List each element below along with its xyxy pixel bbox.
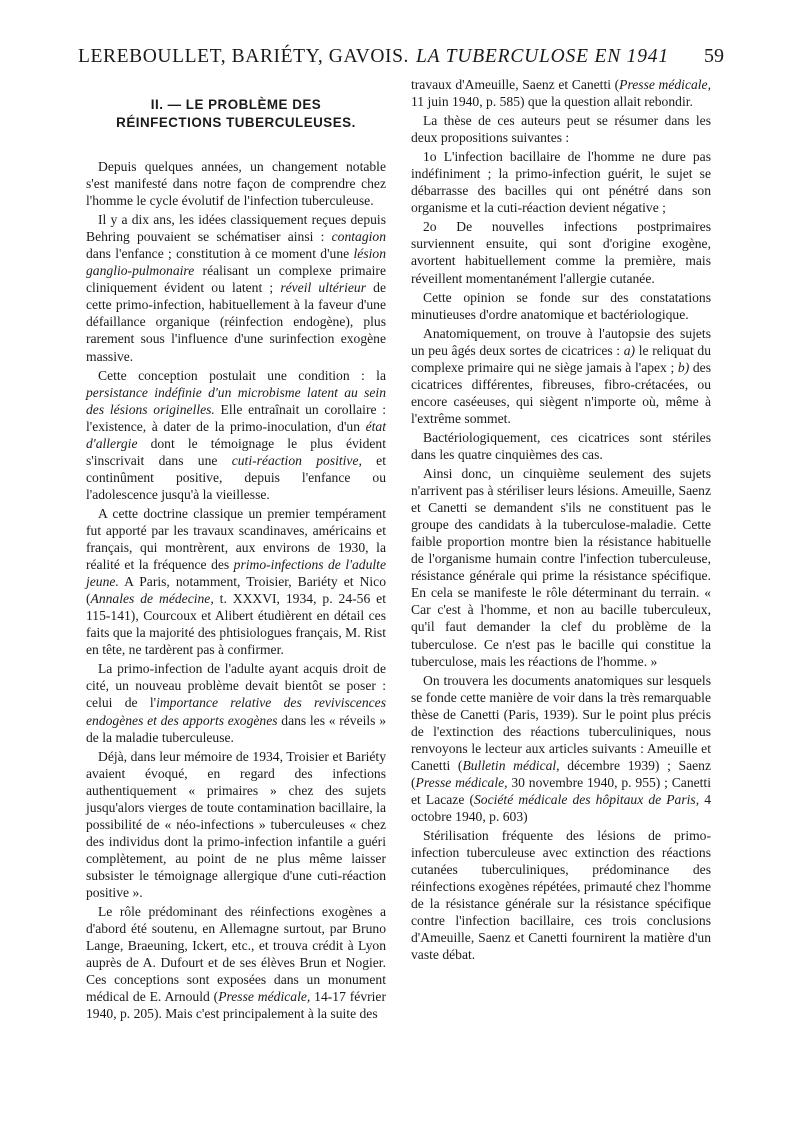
italic-run: état d'allergie: [86, 418, 386, 451]
italic-run: Annales de médecine,: [90, 591, 214, 607]
text-run: Elle entraînait un corollaire : l'existence, à dater de la primo-inoculation, d'un: [86, 401, 386, 434]
paragraph: 2o De nouvelles infections postprimaires surviennent ensuite, qui sont d'origine exogène, avortent habituellement comme la première, mais réveillent momentanément l'allergie cutanée.: [411, 219, 711, 286]
text-run: des cicatrices différentes, fibreuses, fibro-crétacées, ou encore caséeuses, qui siègent n'importe où, même à l'extrême sommet.: [411, 359, 711, 426]
text-run: dont le témoignage le plus évident s'inscrivait dans une: [86, 435, 386, 468]
paragraph: [86, 505, 386, 658]
paragraph: [86, 367, 386, 503]
italic-run: Presse médicale,: [415, 774, 508, 790]
text-run: 30 novembre 1940, p. 955) ; Canetti et Lacaze (: [411, 774, 711, 807]
paragraph: Stérilisation fréquente des lésions de primo-infection tuberculeuse avec extinction des réactions cutanées tuberculiniques, prédominance des réinfections exogènes répétées, primauté chez l'homme de la résistance générale sur la résistance spécifique contre l'infection bacillaire, ces trois conclusions d'Ameuille, Saenz et Canetti fournirent la matière d'un vaste débat.: [411, 828, 711, 963]
text-run: 14-17 février 1940, p. 205). Mais c'est principalement à la suite des: [86, 989, 386, 1022]
italic-run: lésion ganglio-pulmonaire: [86, 246, 386, 279]
text-run: La primo-infection de l'adulte ayant acquis droit de cité, un nouveau problème devait bientôt se poser : celui de l': [86, 661, 386, 711]
left-column: [86, 78, 386, 1024]
text-run: et continûment positive, depuis l'enfance ou l'adolescence jusqu'à la vieillesse.: [86, 452, 386, 502]
text-run: 4 octobre 1940, p. 603): [411, 791, 711, 824]
italic-run: Société médicale des hôpitaux de Paris,: [473, 791, 700, 807]
text-run: Anatomiquement, on trouve à l'autopsie des sujets un peu âgés deux sortes de cicatrices :: [411, 325, 711, 358]
text-run: On trouvera les documents anatomiques sur lesquels se fonde cette manière de voir dans la très remarquable thèse de Canetti (Paris, 1939). Sur le point plus précis de l'extinction des réactions tuberculiniques, nous renvoyons le lecteur aux articles suivants : Ameuille et Canetti (: [411, 672, 711, 773]
text-run: de cette primo-infection, habituellement à la faveur d'une défaillance organique (réinfection endogène), plus rarement sous l'influence d'une surinfection exogène massive.: [86, 280, 386, 364]
section-title-line-2: RÉINFECTIONS TUBERCULEUSES.: [116, 114, 356, 130]
text-run: réalisant un complexe primaire cliniquement évident ou latent ;: [86, 263, 386, 296]
text-run: travaux d'Ameuille, Saenz et Canetti (: [411, 77, 620, 92]
paragraph: [411, 672, 711, 825]
italic-run: Presse médicale,: [218, 989, 311, 1005]
paragraph: 1o L'infection bacillaire de l'homme ne dure pas indéfiniment ; la primo-infection guérit, le sujet se débarrasse des bacilles qui ont pénétré dans son organisme et la cuti-réaction devient négative ;: [411, 149, 711, 216]
italic-run: importance relative des reviviscences endogènes et des apports exogènes: [86, 695, 386, 728]
text-run: A Paris, notamment, Troisier, Bariéty et Nico (: [86, 574, 386, 607]
italic-run: Bulletin médical,: [462, 757, 560, 773]
italic-run: primo-infections de l'adulte jeune.: [86, 557, 386, 590]
paragraph: Déjà, dans leur mémoire de 1934, Troisier et Bariéty avaient évoqué, en regard des infections authentiquement « primaires » chez des sujets jusqu'alors vierges de toute contamination bacillaire, la possibilité de « néo-infections » tuberculeuses « chez des individus dont la primo-infection infantile a guéri complètement, au point de ne plus même laisser subsister le témoignage allergique d'une cuti-réaction positive ».: [86, 748, 386, 900]
italic-run: persistance indéfinie d'un microbisme latent au sein des lésions originelles.: [86, 384, 386, 417]
text-run: Il y a dix ans, les idées classiquement reçues depuis Behring pouvaient se schématiser ainsi :: [86, 212, 386, 245]
text-run: Le rôle prédominant des réinfections exogènes a d'abord été soutenu, en Allemagne surtout, par Bruno Lange, Braeuning, Ickert, etc., et trouva crédit à Lyon auprès de A. Dufourt et de ses élèves Brun et Nogier. Ces conceptions sont exposées dans un monument médical de E. Arnould (: [86, 904, 386, 1005]
italic-run: b): [677, 359, 690, 375]
right-column: [411, 76, 711, 965]
paragraph: [86, 660, 386, 745]
section-title: [86, 96, 386, 131]
page-number: 59: [704, 45, 724, 67]
header-authors: LEREBOULLET, BARIÉTY, GAVOIS.: [78, 46, 410, 67]
text-run: Cette conception postulait une condition : la: [98, 367, 386, 383]
text-run: 11 juin 1940, p. 585) que la question allait rebondir.: [411, 94, 693, 110]
paragraph: [86, 211, 386, 364]
paragraph: Cette opinion se fonde sur des constatations minutieuses d'ordre anatomique et bactériologique.: [411, 289, 711, 322]
italic-run: a): [623, 342, 636, 358]
italic-run: cuti-réaction positive,: [231, 452, 362, 468]
italic-run: Presse médicale,: [619, 77, 711, 92]
text-run: A cette doctrine classique un premier tempérament fut apporté par les travaux scandinaves, américains et français, qui montrèrent, aux environs de 1930, la réalité et la fréquence des: [86, 505, 386, 573]
section-title-line-1: II. — LE PROBLÈME DES: [150, 97, 322, 112]
running-header: [78, 40, 724, 80]
text-run: t. XXXVI, 1934, p. 24-56 et 115-141), Courcoux et Alibert étudièrent en détail ces faits que la majorité des phtisiologues français, M. Rist en tête, ne tardèrent pas à confirmer.: [86, 591, 386, 658]
header-title: LA TUBERCULOSE EN 1941: [416, 46, 669, 67]
paragraph: Ainsi donc, un cinquième seulement des sujets n'arrivent pas à stériliser leurs lésions. Ameuille, Saenz et Canetti se demandent s'ils ne constituent pas le groupe des candidats à la tuberculose-maladie. Cette faible proportion montre bien la résistance habituelle de l'organisme humain contre l'infection tuberculeuse, résistance générale qui prime la résistance spécifique. En cela se manifeste le rôle déterminant du terrain. « Car c'est à l'homme, et non au bacille tuberculeux, qu'il faut demander la clef du problème de la tuberculose. Ce n'est pas le bacille qui constitue la tuberculose, mais les réactions de l'homme. »: [411, 466, 711, 669]
italic-run: réveil ultérieur: [280, 280, 366, 296]
paragraph: [86, 903, 386, 1022]
text-run: dans l'enfance ; constitution à ce moment d'une: [86, 246, 354, 262]
paragraph: Depuis quelques années, un changement notable s'est manifesté dans notre façon de comprendre chez l'homme le cycle évolutif de l'infection tuberculeuse.: [86, 159, 386, 209]
paragraph: La thèse de ces auteurs peut se résumer dans les deux propositions suivantes :: [411, 113, 711, 146]
text-run: décembre 1939) ; Saenz (: [411, 757, 712, 790]
italic-run: contagion: [331, 229, 386, 245]
paragraph: [411, 325, 711, 427]
text-run: le reliquat du complexe primaire qui ne siège jamais à l'apex ;: [411, 342, 711, 375]
paragraph: [411, 76, 711, 110]
text-run: dans les « réveils » de la maladie tuberculeuse.: [86, 712, 386, 745]
paragraph: Bactériologiquement, ces cicatrices sont stériles dans les quatre cinquièmes des cas.: [411, 429, 711, 462]
